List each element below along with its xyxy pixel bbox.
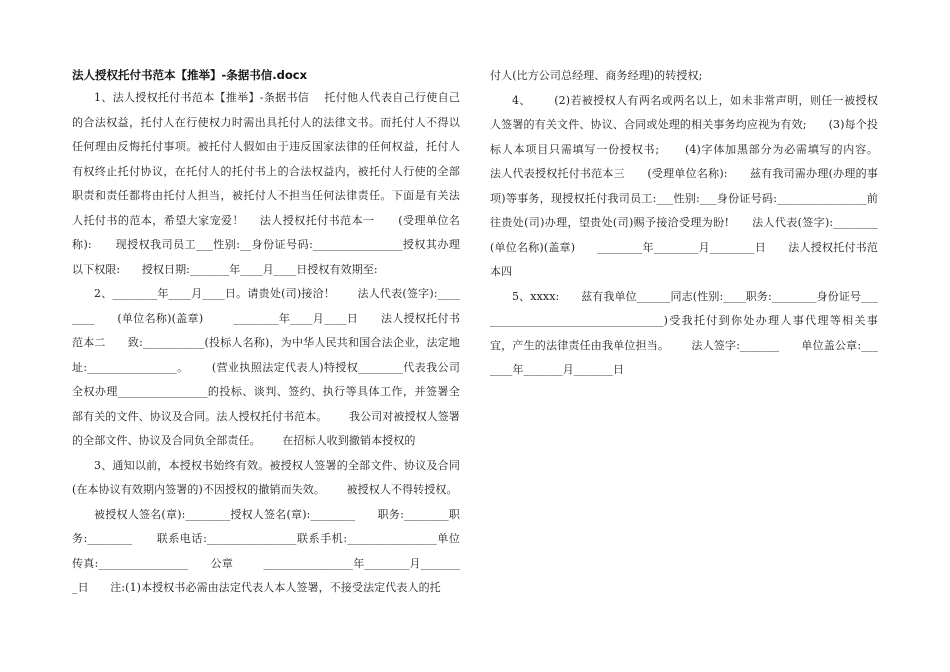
paragraph-3: 3、通知以前，本授权书始终有效。被授权人签署的全部文件、协议及合同(在本协议有效期内签署的)不因授权的撤销而失效。 被授权人不得转授权。 <box>72 458 460 496</box>
document-title: 法人授权托付书范本【推举】-条据书信.docx <box>72 68 308 82</box>
right-column <box>490 64 900 383</box>
paragraph-4: 4、 (2)若被授权人有两名或两名以上，如未非常声明，则任一被授权人签署的有关文件、协议、合同或处理的相关事务均应视为有效; (3)每个投标人本项目只需填写一份授权书; (4)字体加黑部分为必需填写的内容。 法人代表授权托付书范本三 (受理单位名称): 兹有我司需办理(办理的事项)等事务，现授权托付我司员工:___性别:___身份证号码:________________前往贵处(司)办理，望贵处(司)赐予接洽受理为盼! 法人代表(签字):________ (单位名称)(盖章) ________年________月________日 法人授权托付书范本四 <box>490 93 900 278</box>
paragraph-continued: 付人(比方公司总经理、商务经理)的转授权; <box>490 69 703 82</box>
paragraph-2: 2、________年____月____日。请贵处(司)接洽！ 法人代表(签字):________ (单位名称)(盖章) ________年____月____日 法人授权托付书范本二 致:___________(投标人名称)，为中华人民共和国合法企业，法定地址:________________。 (营业执照法定代表人)特授权________代表我公司全权办理________________的投标、谈判、签约、执行等具体工作，并签署全部有关的文件、协议及合同。法人授权托付书范本。 我公司对被授权人签署的全部文件、协议及合同负全部责任。 在招标人收到撤销本授权的 <box>72 287 460 447</box>
paragraph-5: 5、xxxx: 兹有我单位______同志(性别:____职务:________身份证号__________________________________)受我托付到你处办理人事代理等相关事宜，产生的法律责任由我单位担当。 法人签字:_______ 单位盖公章:_______年_______月_______日 <box>490 289 878 376</box>
signature-block: 被授权人签名(章):________授权人签名(章):________ 职务:________职务:________ 联系电话:________________联系手机:________________单位传真:________________ 公章 ________________年________月________日 注:(1)本授权书必需由法定代表人本人签署，不接受法定代表人的托 <box>72 507 460 594</box>
left-column <box>72 64 460 601</box>
paragraph-1: 1、法人授权托付书范本【推举】-条据书信 托付他人代表自己行使自己的合法权益，托付人在行使权力时需出具托付人的法律文书。而托付人不得以任何理由反悔托付事项。被托付人假如由于违反国家法律的任何权益，托付人有权终止托付协议，在托付人的托付书上的合法权益内，被托付人行使的全部职责和责任都将由托付人担当，被托付人不担当任何法律责任。下面是有关法人托付书的范本，希望大家宠爱！ 法人授权托付书范本一 (受理单位名称): 现授权我司员工___性别:__身份证号码:________________授权其办理以下权限: 授权日期:_______年____月____日授权有效期至: <box>72 91 460 276</box>
